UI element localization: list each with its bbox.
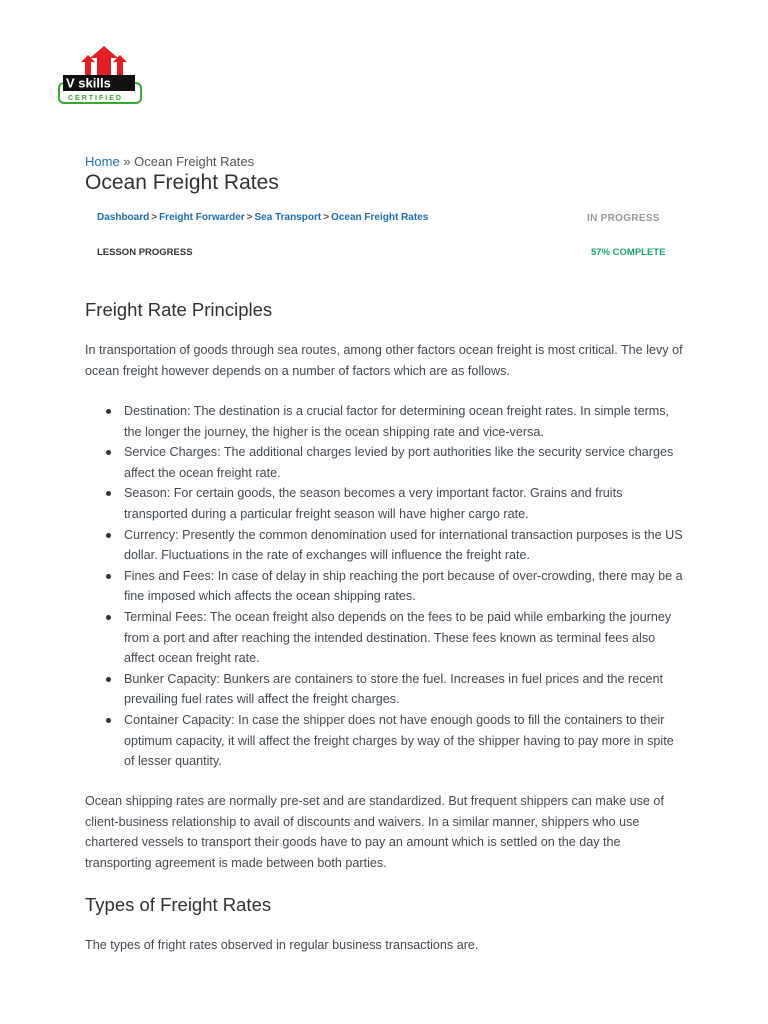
lesson-progress-value: 57% COMPLETE <box>591 247 666 258</box>
lesson-crumb-separator: > <box>246 212 253 223</box>
lesson-progress-label: LESSON PROGRESS <box>97 247 193 258</box>
lesson-crumb-freight-forwarder[interactable]: Freight Forwarder <box>159 212 245 223</box>
lesson-breadcrumb <box>97 212 428 223</box>
breadcrumb-home-link[interactable]: Home <box>85 154 120 169</box>
lesson-crumb-sea-transport[interactable]: Sea Transport <box>254 212 322 223</box>
freight-factors-list <box>85 401 685 772</box>
page-title: Ocean Freight Rates <box>85 171 279 194</box>
lesson-crumb-separator: > <box>323 212 330 223</box>
logo-graphic <box>57 46 143 104</box>
vskills-logo[interactable] <box>57 46 143 104</box>
list-item: Destination: The destination is a crucial factor for determining ocean freight rates. In simple terms, the longer the journey, the higher is the ocean shipping rate and vice-versa. <box>124 401 685 442</box>
breadcrumb <box>85 154 254 169</box>
section-heading-freight-rate-principles: Freight Rate Principles <box>85 299 273 320</box>
lesson-crumb-ocean-freight-rates[interactable]: Ocean Freight Rates <box>331 212 429 223</box>
list-item: Service Charges: The additional charges levied by port authorities like the security service charges affect the ocean freight rate. <box>124 442 685 483</box>
section-heading-types-of-freight-rates: Types of Freight Rates <box>85 894 272 915</box>
lesson-crumb-separator: > <box>151 212 158 223</box>
lesson-status-badge: IN PROGRESS <box>587 213 660 224</box>
logo-brand-text: V skills <box>66 75 111 91</box>
section2-intro-paragraph: The types of fright rates observed in regular business transactions are. <box>85 938 479 952</box>
logo-tagline-text: CERTIFIED <box>68 95 123 102</box>
breadcrumb-separator: » <box>123 154 131 169</box>
list-item: Bunker Capacity: Bunkers are containers to store the fuel. Increases in fuel prices and the recent prevailing fuel rates will affect the freight charges. <box>124 669 685 710</box>
section1-intro-paragraph: In transportation of goods through sea routes, among other factors ocean freight is most critical. The levy of ocean freight however depends on a number of factors which are as follows. <box>85 343 683 378</box>
list-item: Season: For certain goods, the season becomes a very important factor. Grains and fruits transported during a particular freight season will have higher cargo rate. <box>124 483 685 524</box>
list-item: Currency: Presently the common denomination used for international transaction purposes is the US dollar. Fluctuations in the rate of exchanges will influence the freight rate. <box>124 525 685 566</box>
list-item: Fines and Fees: In case of delay in ship reaching the port because of over-crowding, there may be a fine imposed which affects the ocean shipping rates. <box>124 566 685 607</box>
section1-closing-paragraph: Ocean shipping rates are normally pre-set and are standardized. But frequent shippers can make use of client-business relationship to avail of discounts and waivers. In a similar manner, shippers who use chartered vessels to transport their goods have to pay an amount which is settled on the day the transporting agreement is made between both parties. <box>85 794 664 870</box>
list-item: Terminal Fees: The ocean freight also depends on the fees to be paid while embarking the journey from a port and after reaching the intended destination. These fees known as terminal fees also affect ocean freight rate. <box>124 607 685 669</box>
list-item: Container Capacity: In case the shipper does not have enough goods to fill the containers to their optimum capacity, it will affect the freight charges by way of the shipper having to pay more in spite of lesser quantity. <box>124 710 685 772</box>
breadcrumb-current: Ocean Freight Rates <box>134 154 255 169</box>
lesson-crumb-dashboard[interactable]: Dashboard <box>97 212 150 223</box>
